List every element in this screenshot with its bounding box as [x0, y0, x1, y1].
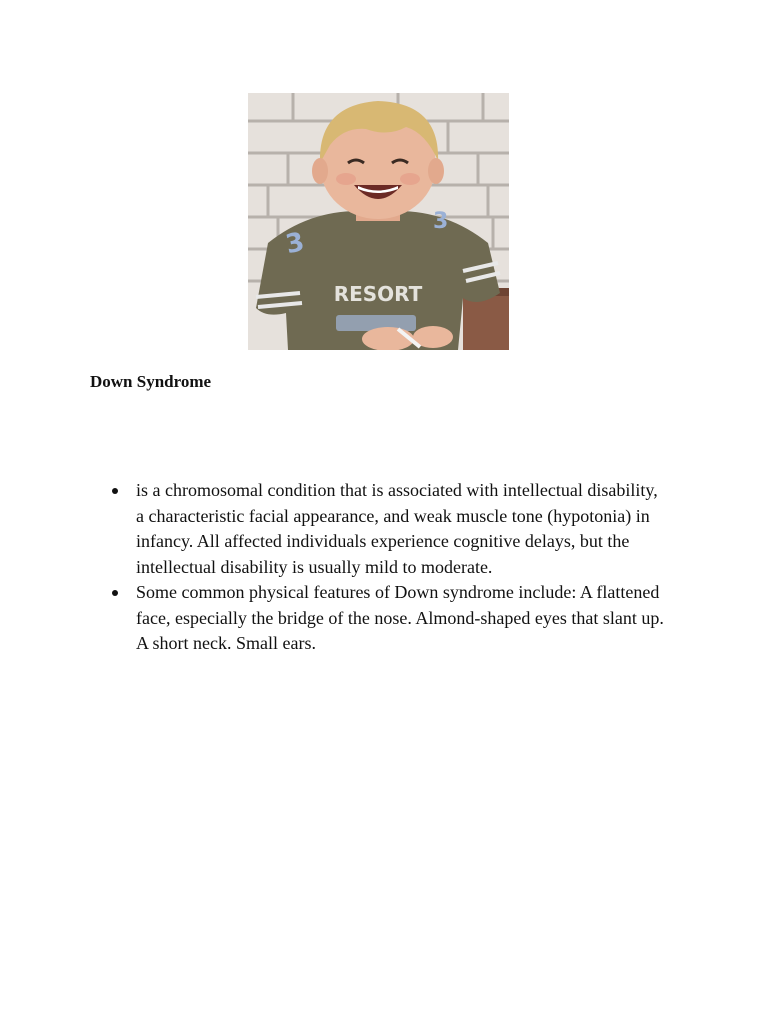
photo [248, 93, 509, 350]
list-item [90, 580, 670, 657]
list-item [90, 478, 670, 580]
svg-text:3: 3 [283, 227, 308, 261]
bullet-list [90, 478, 670, 657]
svg-text:3: 3 [433, 209, 449, 234]
list-item-text: is a chromosomal condition that is associated with intellectual disability, a characteristic facial appearance, and weak muscle tone (hypotonia) in infancy. All affected individuals experience cognitive delays, but the intellectual disability is usually mild to moderate. [136, 480, 658, 577]
list-item-text: Some common physical features of Down syndrome include: A flattened face, especially the bridge of the nose. Almond-shaped eyes that slant up. A short neck. Small ears. [136, 582, 664, 653]
section-heading: Down Syndrome [90, 372, 212, 391]
bullet-icon [112, 590, 118, 596]
shirt-text: RESORT [333, 282, 423, 306]
bullet-icon [112, 488, 118, 494]
